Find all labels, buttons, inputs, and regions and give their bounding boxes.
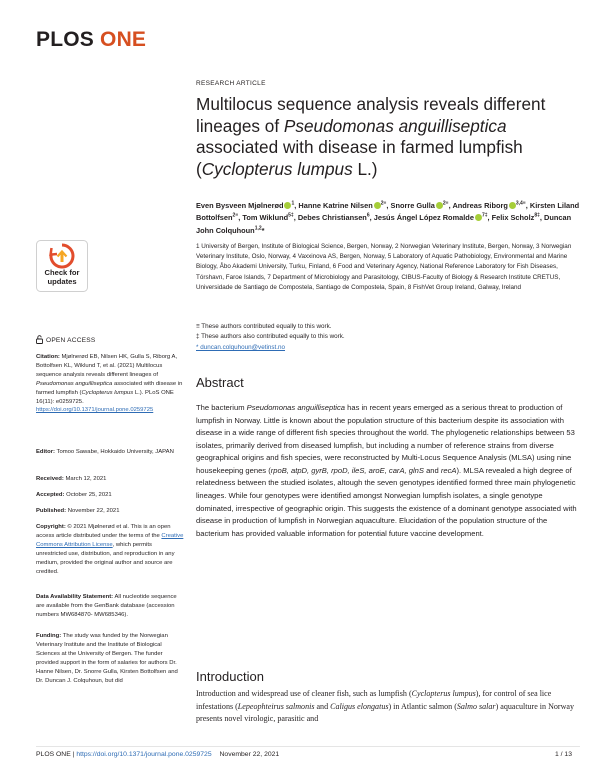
author-name — [298, 201, 386, 210]
check-line-1: Check for — [44, 268, 80, 277]
abstract-species: Pseudomonas anguilliseptica — [246, 403, 346, 412]
intro-segment: ) aquaculture in Norway presents novel virologic, parasitic and — [196, 701, 574, 724]
abstract-segment: and — [423, 465, 441, 475]
intro-italic: Salmo salar — [456, 701, 496, 711]
title-italic-host: Cyclopterus lumpus — [201, 158, 353, 179]
intro-segment: ) in Atlantic salmon ( — [388, 701, 457, 711]
title-text-3: L.) — [352, 158, 378, 179]
funding-text: The study was funded by the Norwegian Veterinary Institute and the Institute of Biological Sciences at the University of Bergen. The funder provided support in the form of salaries for authors Dr. Hanne Nilsen, Dr. Snorre Gulla, Kirsten Bottolfsen and Dr. Duncan J. Colquhoun, but did — [36, 633, 178, 684]
author-name-text: Kirsten Liland Bottolfsen — [196, 201, 580, 223]
footer-doi-link[interactable]: https://doi.org/10.1371/journal.pone.0259725 — [76, 751, 212, 758]
citation-text: L.). PLoS ONE 16(11): e0259725. — [36, 389, 174, 405]
data-availability-label: Data Availability Statement: — [36, 594, 114, 600]
check-line-2: updates — [47, 277, 77, 286]
intro-segment: ), for control of sea lice infestations ( — [196, 689, 552, 711]
orcid-icon[interactable] — [374, 202, 381, 209]
intro-segment: and — [314, 701, 331, 711]
page-footer — [36, 751, 572, 758]
funding-block — [36, 632, 184, 685]
abstract-gene-last: recA — [440, 465, 457, 475]
citation-label: Citation: — [36, 354, 60, 360]
author-name — [391, 201, 449, 210]
citation-italic: Cyclopterus lumpus — [81, 389, 134, 396]
introduction-heading: Introduction — [196, 669, 264, 684]
author-affiliation-marker: 6 — [366, 212, 370, 219]
author-affiliation-marker: 8‡ — [534, 212, 540, 219]
citation-block — [36, 353, 184, 415]
author-name-text: Andreas Riborg — [452, 201, 508, 210]
also-contribution-note: ‡ These authors also contributed equally to this work. — [196, 333, 345, 341]
received-date: March 12, 2021 — [63, 476, 107, 482]
orcid-icon[interactable] — [475, 214, 482, 221]
footer-journal: PLOS ONE — [36, 751, 71, 758]
author-name-text: Tom Wiklund — [242, 213, 289, 223]
logo-plos: PLOS — [36, 28, 94, 51]
author-name — [374, 213, 488, 222]
author-notes — [196, 322, 581, 353]
open-lock-icon — [36, 335, 43, 344]
author-affiliation-marker: 2≡ — [380, 200, 387, 207]
citation-text: associated with disease in farmed lumpfish ( — [36, 380, 183, 396]
data-availability-text: All nucleotide sequence are available from the GenBank database (accession numbers MW684870- MW685346). — [36, 594, 177, 618]
citation-italic: Pseudomonas anguilliseptica — [36, 380, 113, 387]
orcid-icon[interactable] — [509, 202, 516, 209]
author-name-text: Duncan John Colquhoun — [196, 213, 572, 235]
citation-doi-link[interactable]: https://doi.org/10.1371/journal.pone.0259725 — [36, 407, 154, 414]
accepted-date: October 25, 2021 — [64, 492, 112, 498]
open-access-label: OPEN ACCESS — [46, 337, 96, 344]
abstract-heading: Abstract — [196, 375, 244, 390]
copyright-text: © 2021 Mjølnerød et al. This is an open access article distributed under the terms of the — [36, 524, 171, 539]
abstract-segment: The bacterium — [196, 403, 247, 412]
author-name-text: Jesús Ángel López Romalde — [373, 213, 474, 223]
copyright-block — [36, 523, 184, 576]
intro-italic: Caligus elongatus — [330, 701, 389, 711]
article-title — [196, 94, 576, 180]
abstract-segment: has in recent years emerged as a serious threat to production of lumpfish in Norway. Little is known about the population structure of this bacterium despite its association with disease in a wide range of different fish species throughout the world. The phylogenetic relationships between 53 isolates, primarily derived from diseased lumpfish, but including a number of reference strains from diverse geographical origins and fish species, were reconstructed by Multi-Locus Sequence Analysis (MLSA) using nine housekeeping genes ( — [196, 403, 575, 475]
copyright-text: , which permits unrestricted use, distribution, and reproduction in any medium, provided the original author and source are credited. — [36, 541, 175, 575]
journal-logo — [36, 28, 146, 52]
editor-block — [36, 448, 184, 457]
logo-one: ONE — [100, 28, 147, 51]
footer-separator: | — [70, 751, 77, 758]
title-text: Multilocus sequence analysis reveals different lineages of — [196, 94, 546, 136]
citation-text: Mjølnerød EB, Nilsen HK, Gulla S, Riborg A, Bottolfsen KL, Wiklund T, et al. (2021) Multilocus sequence analysis reveals different lineages of — [36, 354, 178, 378]
introduction-text — [196, 688, 580, 726]
author-name-text: Hanne Katrine Nilsen — [298, 201, 373, 210]
intro-italic: Cyclopterus lumpus — [411, 689, 476, 698]
received-label: Received: — [36, 476, 64, 482]
footer-divider — [36, 746, 580, 747]
equal-contribution-note: ≡ These authors contributed equally to this work. — [196, 323, 332, 330]
title-italic-species: Pseudomonas anguilliseptica — [283, 115, 507, 136]
intro-segment: Introduction and widespread use of cleaner fish, such as lumpfish ( — [196, 689, 412, 698]
copyright-label: Copyright: — [36, 524, 66, 530]
check-for-updates-label[interactable] — [36, 268, 88, 286]
open-access-badge — [36, 335, 95, 344]
page-number: 1 / 13 — [554, 751, 572, 758]
orcid-icon[interactable] — [436, 202, 443, 209]
accepted-block — [36, 491, 184, 500]
affiliations: 1 University of Bergen, Institute of Biological Science, Bergen, Norway, 2 Norwegian Veterinary Institute, Bergen, Norway, 3 Norwegian Veterinary Institute, Oslo, Norway, 4 Vaxxinova AS, Bergen, Norway, 5 Laboratory of Aquatic Pathobiology, Environmental and Marine Biology, Åbo Akademi University, Turku, Finland, 6 Food and Veterinary Agency, National Reference Laboratory for Fish Diseases, Tórshavn, Faroe Islands, 7 Department of Microbiology and Parasitology, CIBUS-Faculty of Biology & Research Institute CRETUS, Universidade de Santiago de Compostela, Santiago de Compostela, Spain, 8 FishVet Group Ireland, Galway, Ireland — [196, 243, 572, 291]
author-affiliation-marker: 5‡ — [288, 212, 294, 219]
abstract-text — [196, 402, 580, 540]
intro-italic: Lepeophteirus salmonis — [237, 701, 315, 711]
author-name — [196, 201, 294, 210]
author-affiliation-marker: 7‡ — [481, 212, 488, 219]
published-block — [36, 507, 184, 516]
author-affiliation-marker: 2≡ — [442, 200, 449, 207]
editor-label: Editor: — [36, 449, 55, 455]
abstract-segment: ). MLSA revealed a high degree of relatedness between the studied isolates, altough the seven genotypes identified formed three main phylogenetic lineages. While four genotypes were identified amongst Norwegian lumpfish isolates, a single genotype dominated, irrespective of geographic origin. This suggests the existence of a dominant genotype associated with disease in production of lumpfish in Norwegian aquaculture. Elucidation of the population structure of the bacterium has provided valuable information for potential future vaccine development. — [196, 465, 577, 538]
funding-label: Funding: — [36, 633, 62, 639]
author-name-text: Snorre Gulla — [390, 201, 435, 210]
accepted-label: Accepted: — [36, 492, 65, 498]
author-affiliation-marker: 1,2 — [254, 225, 262, 232]
article-type: RESEARCH ARTICLE — [196, 80, 266, 87]
published-label: Published: — [36, 508, 67, 514]
author-name-text: Felix Scholz — [491, 213, 535, 223]
editor-text: Tomoo Sawabe, Hokkaido University, JAPAN — [54, 449, 174, 455]
author-affiliation-marker: 2≡ — [232, 212, 239, 219]
author-name — [242, 213, 293, 222]
author-list: Even Bysveen Mjølnerød $^1$, Hanne Katrine Nilsen $^{2\equiv}$, Snorre Gulla $^{2\equiv}$, Andreas Riborg $^{3,4\equiv}$, Kirsten Liland Bottolfsen$^{2\equiv}$, Tom Wiklund$^{5\ddagger}$, Debes Christiansen$^6$, Jesús Ángel López Romalde $^{7\ddagger}$, Felix Scholz$^{8\ddagger}$, Duncan John Colquhoun$^{1,2}$* — [196, 200, 580, 235]
corresponding-author-marker: * — [261, 225, 265, 235]
published-date: November 22, 2021 — [66, 508, 120, 514]
title-text-2: associated with disease in farmed lumpfish ( — [196, 137, 523, 179]
author-name-text: Even Bysveen Mjølnerød — [196, 201, 284, 210]
author-affiliation-marker: 3,4≡ — [515, 200, 526, 207]
license-link[interactable]: Creative Commons Attribution License — [36, 532, 184, 548]
author-name — [452, 201, 525, 210]
author-name — [298, 213, 370, 222]
author-affiliation-marker: 1 — [291, 200, 295, 207]
corresponding-email-link[interactable]: * duncan.colquhoun@vetinst.no — [196, 343, 286, 351]
abstract-genes: rpoB, atpD, gyrB, rpoD, ileS, aroE, carA, glnS — [270, 465, 424, 475]
received-block — [36, 475, 184, 484]
author-name — [492, 213, 540, 222]
author-name-text: Debes Christiansen — [297, 213, 367, 223]
data-availability-block — [36, 593, 184, 620]
footer-date: November 22, 2021 — [219, 751, 280, 758]
